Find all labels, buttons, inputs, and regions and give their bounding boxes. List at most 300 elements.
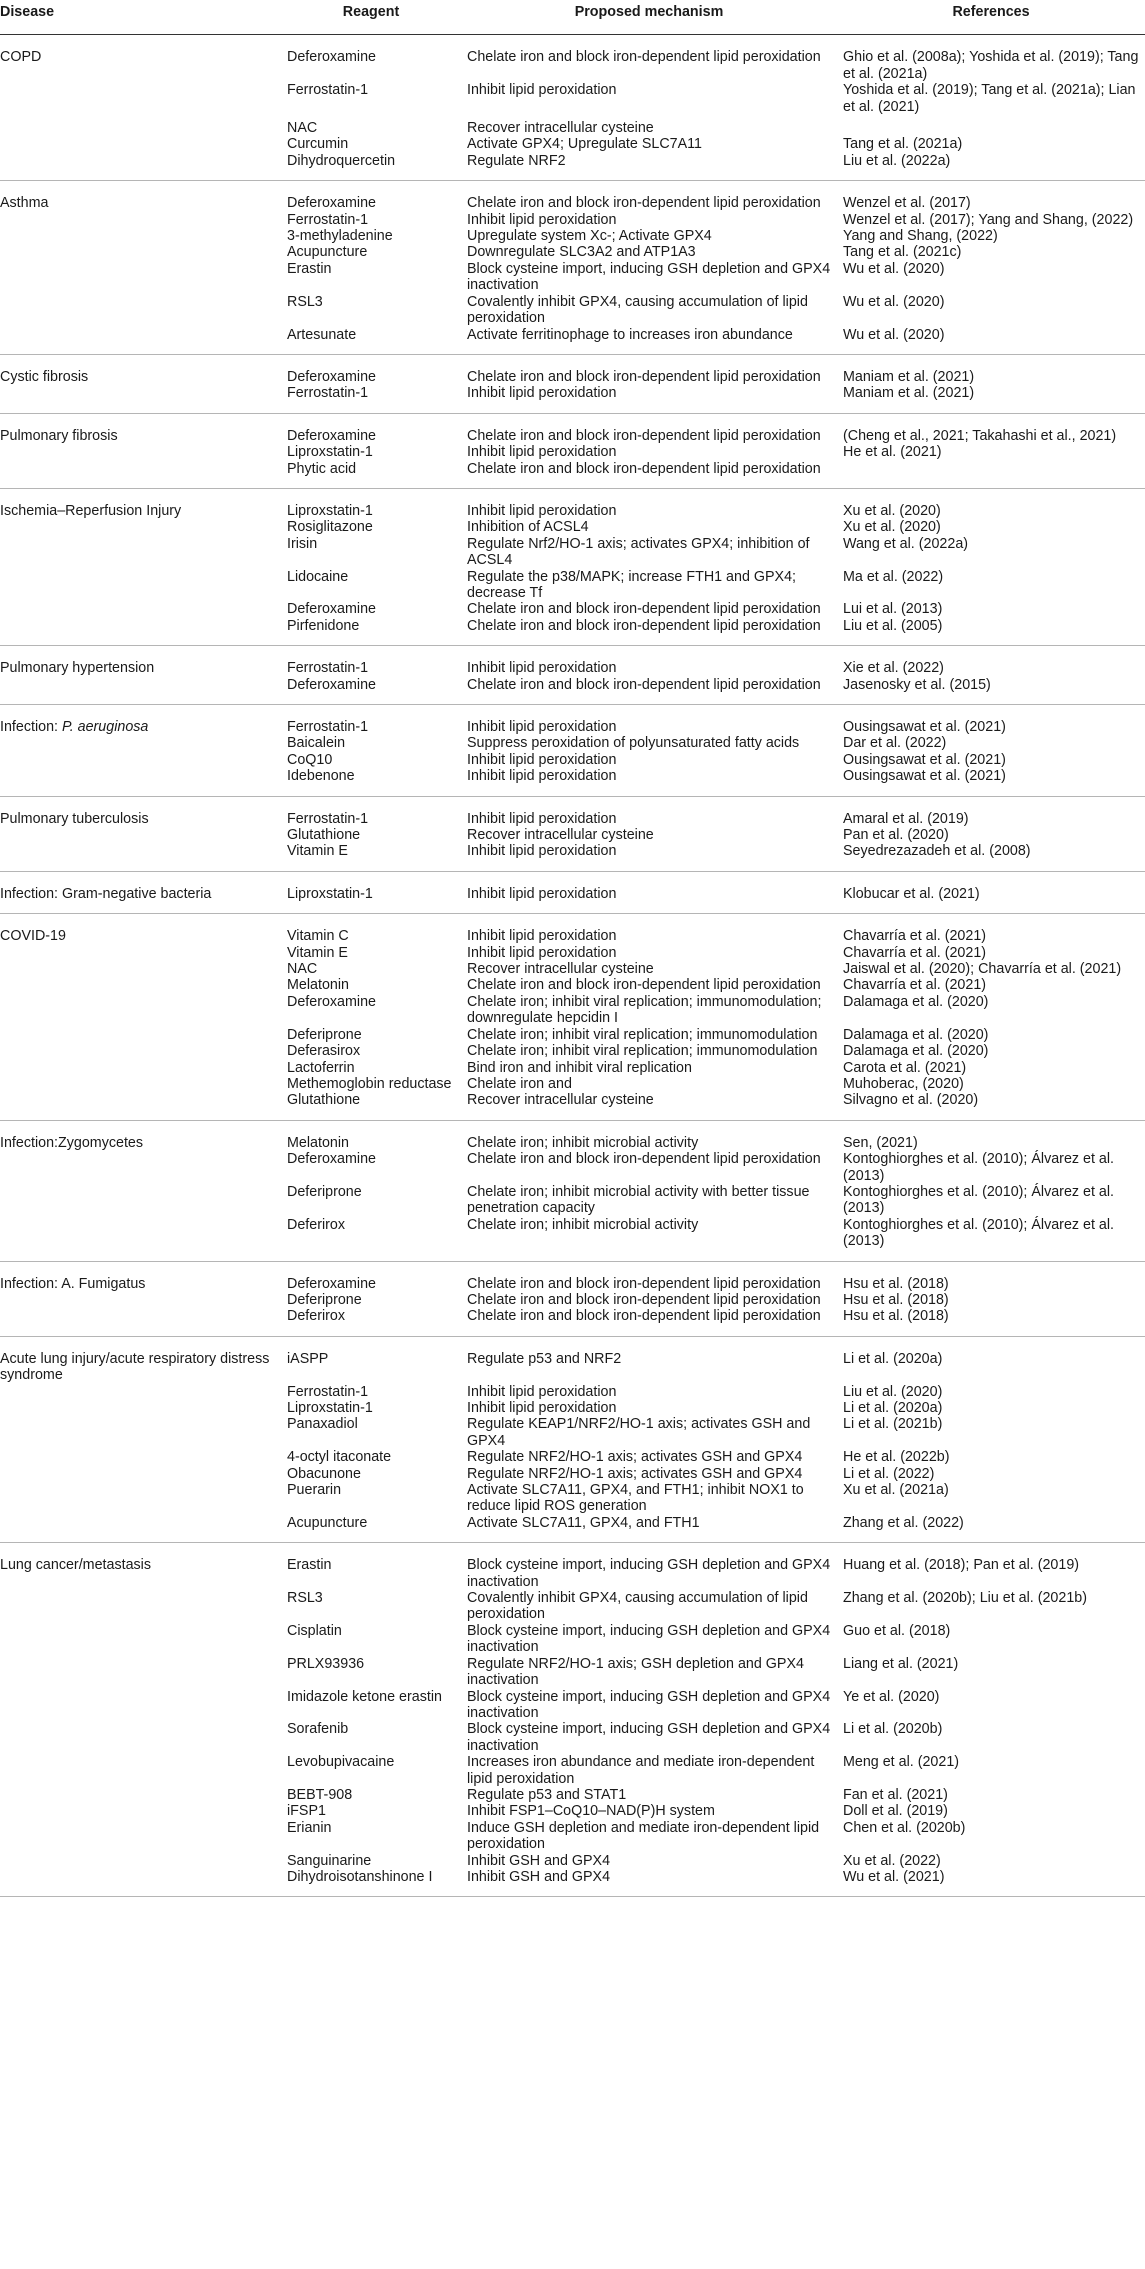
disease-cell bbox=[0, 261, 281, 294]
references-cell: Hsu et al. (2018) bbox=[837, 1308, 1145, 1336]
reagent-cell: Deferoxamine bbox=[287, 427, 376, 444]
disease-cell bbox=[0, 1787, 281, 1803]
disease-cell bbox=[0, 1416, 281, 1449]
mechanism-cell: Inhibition of ACSL4 bbox=[467, 519, 589, 536]
reagent-cell: Ferrostatin-1 bbox=[287, 660, 369, 677]
references-cell: Xu et al. (2021a) bbox=[843, 1482, 949, 1499]
reagent-cell: Deferiprone bbox=[287, 1183, 362, 1200]
mechanism-cell: Chelate iron; inhibit viral replication; immunomodulation bbox=[467, 1043, 818, 1060]
reagent-cell: Deferoxamine bbox=[287, 601, 376, 618]
disease-cell bbox=[0, 1261, 281, 1292]
references-cell: Dalamaga et al. (2020) bbox=[843, 1026, 989, 1043]
reagent-cell: Deferoxamine bbox=[281, 677, 461, 705]
mechanism-cell: Chelate iron and block iron-dependent lipid peroxidation bbox=[461, 677, 837, 705]
disease-cell bbox=[0, 768, 281, 796]
mechanism-cell: Chelate iron; inhibit microbial activity with better tissue penetration capacity bbox=[467, 1183, 810, 1217]
mechanism-cell: Upregulate system Xc-; Activate GPX4 bbox=[467, 228, 712, 245]
references-cell: Tang et al. (2021c) bbox=[843, 244, 962, 261]
reagent-cell: Artesunate bbox=[281, 327, 461, 355]
references-cell: Zhang et al. (2020b); Liu et al. (2021b) bbox=[843, 1590, 1087, 1607]
reagent-cell: Curcumin bbox=[287, 136, 349, 153]
reagent-cell: Glutathione bbox=[281, 1092, 461, 1120]
table-row bbox=[0, 536, 1145, 569]
table-row bbox=[0, 1336, 1145, 1383]
references-cell: Sen, (2021) bbox=[843, 1134, 918, 1151]
mechanism-cell: Activate SLC7A11, GPX4, and FTH1; inhibit NOX1 to reduce lipid ROS generation bbox=[467, 1482, 804, 1515]
disease-cell bbox=[0, 1400, 281, 1416]
reagent-cell: PRLX93936 bbox=[287, 1655, 365, 1672]
table-row bbox=[0, 1869, 1145, 1897]
reagent-cell: Deferoxamine bbox=[287, 368, 376, 385]
disease-cell bbox=[0, 1656, 281, 1689]
references-cell: Chavarría et al. (2021) bbox=[843, 928, 987, 945]
references-cell: Xu et al. (2022) bbox=[843, 1852, 941, 1869]
disease-cell bbox=[0, 1384, 281, 1400]
table-row bbox=[0, 413, 1145, 444]
references-cell: Meng et al. (2021) bbox=[843, 1754, 960, 1771]
disease-cell bbox=[0, 354, 281, 385]
references-cell: Ousingsawat et al. (2021) bbox=[843, 751, 1006, 768]
mechanism-cell: Chelate iron and block iron-dependent lipid peroxidation bbox=[461, 1308, 837, 1336]
mechanism-cell: Regulate the p38/MAPK; increase FTH1 and GPX4; decrease Tf bbox=[467, 568, 797, 601]
disease-cell bbox=[0, 1292, 281, 1308]
references-cell: Liu et al. (2005) bbox=[837, 618, 1145, 646]
reagent-cell: RSL3 bbox=[287, 293, 323, 310]
references-cell: Li et al. (2020a) bbox=[843, 1400, 943, 1416]
mechanism-cell: Inhibit FSP1–CoQ10–NAD(P)H system bbox=[467, 1803, 715, 1820]
references-cell: Yoshida et al. (2019); Tang et al. (2021a); Lian et al. (2021) bbox=[843, 82, 1136, 115]
mechanism-cell: Recover intracellular cysteine bbox=[467, 827, 654, 844]
reagent-cell: Pirfenidone bbox=[281, 618, 461, 646]
disease-cell bbox=[0, 618, 281, 646]
reagent-cell: Ferrostatin-1 bbox=[287, 719, 369, 735]
references-cell: Hsu et al. (2018) bbox=[843, 1275, 949, 1292]
references-cell: Klobucar et al. (2021) bbox=[837, 871, 1145, 913]
reagent-cell: Deferoxamine bbox=[287, 993, 376, 1010]
mechanism-cell: Chelate iron and block iron-dependent lipid peroxidation bbox=[467, 601, 821, 618]
disease-cell bbox=[0, 977, 281, 993]
disease-label: Acute lung injury/acute respiratory distress syndrome bbox=[0, 1350, 270, 1384]
mechanism-cell: Regulate KEAP1/NRF2/HO-1 axis; activates GSH and GPX4 bbox=[467, 1416, 811, 1449]
disease-cell bbox=[0, 914, 281, 945]
mechanism-cell: Inhibit lipid peroxidation bbox=[467, 502, 617, 519]
disease-label: COPD bbox=[0, 49, 42, 66]
disease-cell bbox=[0, 461, 281, 489]
table-row bbox=[0, 1656, 1145, 1689]
table-row bbox=[0, 1787, 1145, 1803]
disease-cell bbox=[0, 1820, 281, 1853]
header-disease: Disease bbox=[0, 0, 281, 35]
reagent-cell: Dihydroquercetin bbox=[281, 153, 461, 181]
header-reagent: Reagent bbox=[281, 0, 461, 35]
table-row bbox=[0, 705, 1145, 736]
reagent-cell: iASPP bbox=[287, 1350, 329, 1367]
disease-label: Ischemia–Reperfusion Injury bbox=[0, 502, 182, 519]
references-cell bbox=[837, 120, 1145, 136]
disease-cell bbox=[0, 1590, 281, 1623]
references-cell: Chavarría et al. (2021) bbox=[843, 977, 987, 994]
disease-cell bbox=[0, 752, 281, 768]
references-cell: Liu et al. (2022a) bbox=[837, 153, 1145, 181]
disease-label: Pulmonary hypertension bbox=[0, 660, 155, 677]
mechanism-cell: Inhibit lipid peroxidation bbox=[467, 751, 617, 768]
disease-cell bbox=[0, 385, 281, 413]
reagent-cell: Lidocaine bbox=[287, 568, 349, 585]
references-cell: Li et al. (2022) bbox=[843, 1465, 935, 1482]
references-cell: Guo et al. (2018) bbox=[843, 1622, 951, 1639]
disease-cell bbox=[0, 1076, 281, 1092]
table-row bbox=[0, 1482, 1145, 1515]
mechanism-cell: Inhibit lipid peroxidation bbox=[461, 768, 837, 796]
disease-cell bbox=[0, 181, 281, 212]
reagent-cell: Ferrostatin-1 bbox=[287, 82, 369, 99]
references-cell: Li et al. (2021b) bbox=[843, 1416, 943, 1433]
mechanism-cell: Block cysteine import, inducing GSH depletion and GPX4 inactivation bbox=[467, 1688, 831, 1721]
table-row bbox=[0, 1308, 1145, 1336]
table-row bbox=[0, 327, 1145, 355]
disease-cell bbox=[0, 228, 281, 244]
references-cell: Hsu et al. (2018) bbox=[843, 1291, 949, 1308]
disease-cell bbox=[0, 1043, 281, 1059]
disease-label: Infection: Gram-negative bacteria bbox=[0, 885, 212, 902]
disease-label: Pulmonary fibrosis bbox=[0, 427, 118, 444]
reagent-cell: Vitamin E bbox=[281, 843, 461, 871]
reagent-cell: Erastin bbox=[287, 260, 332, 277]
reagent-cell: NAC bbox=[287, 120, 318, 137]
mechanism-cell: Inhibit lipid peroxidation bbox=[461, 843, 837, 871]
references-cell: Ghio et al. (2008a); Yoshida et al. (2019); Tang et al. (2021a) bbox=[843, 49, 1139, 82]
table-row bbox=[0, 768, 1145, 796]
table-row bbox=[0, 677, 1145, 705]
table-body bbox=[0, 35, 1145, 1897]
mechanism-cell: Activate GPX4; Upregulate SLC7A11 bbox=[467, 136, 702, 153]
reagent-cell: Liproxstatin-1 bbox=[287, 502, 373, 519]
table-row bbox=[0, 444, 1145, 460]
reagent-cell: Sorafenib bbox=[287, 1721, 349, 1738]
references-cell: Dalamaga et al. (2020) bbox=[843, 1043, 989, 1060]
disease-cell bbox=[0, 646, 281, 677]
references-cell: Doll et al. (2019) bbox=[843, 1803, 948, 1820]
references-cell: Carota et al. (2021) bbox=[843, 1059, 967, 1076]
references-cell: Ma et al. (2022) bbox=[843, 568, 944, 585]
mechanism-cell: Chelate iron and block iron-dependent lipid peroxidation bbox=[461, 618, 837, 646]
reagent-cell: Puerarin bbox=[287, 1482, 342, 1499]
references-cell: Wu et al. (2020) bbox=[837, 327, 1145, 355]
mechanism-cell: Chelate iron and block iron-dependent lipid peroxidation bbox=[467, 427, 821, 444]
mechanism-cell: Induce GSH depletion and mediate iron-dependent lipid peroxidation bbox=[467, 1819, 820, 1853]
mechanism-cell: Inhibit lipid peroxidation bbox=[467, 944, 617, 961]
disease-cell bbox=[0, 519, 281, 535]
disease-label: Infection:Zygomycetes bbox=[0, 1134, 144, 1151]
references-cell: Amaral et al. (2019) bbox=[843, 810, 969, 827]
reagent-cell: Deferiprone bbox=[287, 1026, 362, 1043]
table-row bbox=[0, 1092, 1145, 1120]
mechanism-cell: Regulate Nrf2/HO-1 axis; activates GPX4; inhibition of ACSL4 bbox=[467, 535, 810, 569]
table-row bbox=[0, 244, 1145, 260]
disease-cell bbox=[0, 1120, 281, 1151]
disease-organism: P. aeruginosa bbox=[62, 719, 149, 735]
table-row bbox=[0, 461, 1145, 489]
references-cell: Ousingsawat et al. (2021) bbox=[837, 768, 1145, 796]
references-cell: Wang et al. (2022a) bbox=[843, 535, 969, 552]
reagent-cell: Dihydroisotanshinone I bbox=[281, 1869, 461, 1897]
table-row bbox=[0, 961, 1145, 977]
mechanism-cell: Chelate iron and block iron-dependent lipid peroxidation bbox=[467, 1275, 821, 1292]
reagent-cell: Cisplatin bbox=[287, 1622, 342, 1639]
mechanism-cell: Chelate iron and bbox=[467, 1075, 572, 1092]
references-cell: Wu et al. (2020) bbox=[843, 260, 945, 277]
references-cell: Ye et al. (2020) bbox=[843, 1688, 940, 1705]
references-cell: (Cheng et al., 2021; Takahashi et al., 2021) bbox=[843, 427, 1117, 444]
reagent-cell: Erastin bbox=[287, 1557, 332, 1574]
references-cell: Dar et al. (2022) bbox=[843, 735, 947, 752]
references-cell bbox=[837, 461, 1145, 489]
references-cell: Wenzel et al. (2017); Yang and Shang, (2022) bbox=[843, 211, 1134, 228]
reagent-cell: Ferrostatin-1 bbox=[281, 385, 461, 413]
disease-cell bbox=[0, 212, 281, 228]
table-row bbox=[0, 35, 1145, 82]
disease-label: Asthma bbox=[0, 195, 49, 212]
mechanism-cell: Chelate iron and block iron-dependent lipid peroxidation bbox=[461, 461, 837, 489]
reagent-cell: Vitamin C bbox=[287, 928, 349, 945]
reagent-cell: CoQ10 bbox=[287, 751, 333, 768]
reagent-cell: Ferrostatin-1 bbox=[287, 810, 369, 827]
mechanism-cell: Inhibit GSH and GPX4 bbox=[467, 1852, 611, 1869]
header-mechanism: Proposed mechanism bbox=[461, 0, 837, 35]
table-row bbox=[0, 294, 1145, 327]
mechanism-cell: Increases iron abundance and mediate iron-dependent lipid peroxidation bbox=[467, 1754, 815, 1787]
mechanism-cell: Downregulate SLC3A2 and ATP1A3 bbox=[467, 244, 696, 261]
mechanism-cell: Inhibit lipid peroxidation bbox=[461, 871, 837, 913]
reagent-cell: Deferiprone bbox=[287, 1291, 362, 1308]
disease-cell bbox=[0, 444, 281, 460]
disease-cell bbox=[0, 1060, 281, 1076]
disease-cell bbox=[0, 1754, 281, 1787]
disease-cell bbox=[0, 244, 281, 260]
reagent-cell: Deferoxamine bbox=[287, 195, 376, 212]
references-cell: Wu et al. (2020) bbox=[843, 293, 945, 310]
references-cell: Yang and Shang, (2022) bbox=[843, 228, 998, 245]
references-cell: Huang et al. (2018); Pan et al. (2019) bbox=[843, 1557, 1080, 1574]
table-row bbox=[0, 1754, 1145, 1787]
references-cell: Dalamaga et al. (2020) bbox=[843, 993, 989, 1010]
reagent-cell: Deferasirox bbox=[287, 1043, 361, 1060]
reagent-cell: Obacunone bbox=[287, 1465, 361, 1482]
mechanism-cell: Regulate p53 and NRF2 bbox=[467, 1350, 622, 1367]
reagent-cell: 4-octyl itaconate bbox=[287, 1449, 392, 1466]
table-row bbox=[0, 1120, 1145, 1151]
disease-cell bbox=[0, 796, 281, 827]
reagent-cell: Phytic acid bbox=[281, 461, 461, 489]
table-row bbox=[0, 1449, 1145, 1465]
table-row bbox=[0, 82, 1145, 120]
mechanism-cell: Regulate NRF2 bbox=[461, 153, 837, 181]
disease-cell bbox=[0, 601, 281, 617]
reagent-cell: Panaxadiol bbox=[287, 1416, 358, 1433]
reagent-cell: Liproxstatin-1 bbox=[287, 1400, 373, 1416]
table-row bbox=[0, 1853, 1145, 1869]
reagent-cell: Lactoferrin bbox=[287, 1059, 355, 1076]
disease-cell bbox=[0, 994, 281, 1027]
reagent-cell: Acupuncture bbox=[287, 244, 368, 261]
reagent-cell: Glutathione bbox=[287, 827, 361, 844]
references-cell: Chen et al. (2020b) bbox=[843, 1819, 966, 1836]
table-row bbox=[0, 871, 1145, 913]
references-cell: Wenzel et al. (2017) bbox=[843, 195, 971, 212]
disease-cell bbox=[0, 136, 281, 152]
disease-label: Infection: bbox=[0, 719, 62, 735]
mechanism-cell: Chelate iron and block iron-dependent lipid peroxidation bbox=[467, 195, 821, 212]
disease-label: Pulmonary tuberculosis bbox=[0, 810, 149, 827]
reagent-cell: Acupuncture bbox=[281, 1515, 461, 1543]
table-row bbox=[0, 601, 1145, 617]
mechanism-cell: Chelate iron and block iron-dependent lipid peroxidation bbox=[467, 1291, 821, 1308]
mechanism-cell: Inhibit lipid peroxidation bbox=[467, 82, 617, 99]
reagent-cell: Melatonin bbox=[287, 1134, 349, 1151]
mechanism-cell: Inhibit lipid peroxidation bbox=[467, 211, 617, 228]
table-row bbox=[0, 1151, 1145, 1184]
disease-cell bbox=[0, 35, 281, 82]
disease-cell bbox=[0, 1466, 281, 1482]
disease-cell bbox=[0, 1515, 281, 1543]
table-row bbox=[0, 228, 1145, 244]
reagent-cell: iFSP1 bbox=[287, 1803, 326, 1820]
reagent-cell: RSL3 bbox=[287, 1590, 323, 1607]
references-cell: Xu et al. (2020) bbox=[843, 519, 941, 536]
reagent-cell: Liproxstatin-1 bbox=[281, 871, 461, 913]
references-cell: Xu et al. (2020) bbox=[843, 502, 941, 519]
reagent-cell: Rosiglitazone bbox=[287, 519, 373, 536]
mechanism-cell: Block cysteine import, inducing GSH depletion and GPX4 inactivation bbox=[467, 260, 831, 294]
table-row bbox=[0, 618, 1145, 646]
references-cell: Jasenosky et al. (2015) bbox=[837, 677, 1145, 705]
mechanism-cell: Chelate iron and block iron-dependent lipid peroxidation bbox=[467, 49, 821, 66]
table-row bbox=[0, 1721, 1145, 1754]
table-row bbox=[0, 1027, 1145, 1043]
references-cell: Chavarría et al. (2021) bbox=[843, 944, 987, 961]
disease-cell bbox=[0, 1869, 281, 1897]
mechanism-cell: Inhibit lipid peroxidation bbox=[467, 660, 617, 677]
mechanism-cell: Covalently inhibit GPX4, causing accumulation of lipid peroxidation bbox=[467, 293, 808, 327]
disease-cell bbox=[0, 536, 281, 569]
table-row bbox=[0, 120, 1145, 136]
reagent-cell: Deferoxamine bbox=[287, 1151, 376, 1168]
disease-cell bbox=[0, 569, 281, 602]
disease-cell bbox=[0, 735, 281, 751]
table-row bbox=[0, 752, 1145, 768]
table-row bbox=[0, 1623, 1145, 1656]
disease-cell bbox=[0, 843, 281, 871]
mechanism-cell: Inhibit GSH and GPX4 bbox=[461, 1869, 837, 1897]
reagent-cell: Deferoxamine bbox=[287, 49, 376, 66]
mechanism-cell: Suppress peroxidation of polyunsaturated fatty acids bbox=[467, 735, 800, 752]
disease-cell bbox=[0, 1151, 281, 1184]
mechanism-cell: Activate ferritinophage to increases iron abundance bbox=[461, 327, 837, 355]
table-row bbox=[0, 1060, 1145, 1076]
mechanism-cell: Inhibit lipid peroxidation bbox=[467, 810, 617, 827]
references-cell: Kontoghiorghes et al. (2010); Álvarez et al. (2013) bbox=[843, 1151, 1115, 1184]
mechanism-cell: Inhibit lipid peroxidation bbox=[467, 1400, 617, 1416]
table-row bbox=[0, 1416, 1145, 1449]
disease-cell bbox=[0, 327, 281, 355]
reagent-cell: Deferirox bbox=[281, 1308, 461, 1336]
disease-cell bbox=[0, 961, 281, 977]
references-cell: Silvagno et al. (2020) bbox=[837, 1092, 1145, 1120]
reagent-cell: NAC bbox=[287, 961, 318, 978]
mechanism-cell: Inhibit lipid peroxidation bbox=[467, 928, 617, 945]
disease-cell bbox=[0, 1092, 281, 1120]
table-row bbox=[0, 735, 1145, 751]
header-references: References bbox=[837, 0, 1145, 35]
table-row bbox=[0, 153, 1145, 181]
references-cell: Zhang et al. (2022) bbox=[837, 1515, 1145, 1543]
disease-label: COVID-19 bbox=[0, 928, 66, 945]
mechanism-cell: Inhibit lipid peroxidation bbox=[461, 385, 837, 413]
disease-cell bbox=[0, 1543, 281, 1590]
disease-cell bbox=[0, 1184, 281, 1217]
references-cell: Tang et al. (2021a) bbox=[843, 136, 963, 153]
reagent-cell: Erianin bbox=[287, 1819, 332, 1836]
references-cell: Li et al. (2020b) bbox=[843, 1721, 943, 1738]
mechanism-cell: Inhibit lipid peroxidation bbox=[467, 1383, 617, 1400]
disease-cell bbox=[0, 1482, 281, 1515]
disease-cell bbox=[0, 1308, 281, 1336]
reagent-cell: BEBT-908 bbox=[287, 1786, 353, 1803]
disease-cell bbox=[0, 1803, 281, 1819]
table-row bbox=[0, 796, 1145, 827]
mechanism-cell: Covalently inhibit GPX4, causing accumulation of lipid peroxidation bbox=[467, 1590, 808, 1623]
disease-cell bbox=[0, 1449, 281, 1465]
table-row bbox=[0, 977, 1145, 993]
references-cell: He et al. (2021) bbox=[843, 444, 942, 461]
references-cell: He et al. (2022b) bbox=[843, 1449, 950, 1466]
references-cell: Xie et al. (2022) bbox=[843, 660, 944, 677]
mechanism-cell: Recover intracellular cysteine bbox=[467, 961, 654, 978]
table-row bbox=[0, 646, 1145, 677]
reagent-cell: Imidazole ketone erastin bbox=[287, 1688, 442, 1705]
references-cell: Kontoghiorghes et al. (2010); Álvarez et al. (2013) bbox=[837, 1217, 1145, 1261]
references-cell: Jaiswal et al. (2020); Chavarría et al. (2021) bbox=[843, 961, 1122, 978]
table-row bbox=[0, 1076, 1145, 1092]
table-row bbox=[0, 1400, 1145, 1416]
disease-label: Lung cancer/metastasis bbox=[0, 1557, 151, 1574]
reagent-cell: 3-methyladenine bbox=[287, 228, 393, 245]
reagent-cell: Methemoglobin reductase bbox=[287, 1075, 452, 1092]
table-row bbox=[0, 1217, 1145, 1261]
mechanism-cell: Chelate iron; inhibit microbial activity bbox=[467, 1134, 699, 1151]
table-row bbox=[0, 1466, 1145, 1482]
references-cell: Muhoberac, (2020) bbox=[843, 1075, 964, 1092]
table-row bbox=[0, 994, 1145, 1027]
mechanism-cell: Block cysteine import, inducing GSH depletion and GPX4 inactivation bbox=[467, 1721, 831, 1754]
mechanism-cell: Inhibit lipid peroxidation bbox=[467, 719, 617, 735]
table-row bbox=[0, 1689, 1145, 1722]
reagent-cell: Melatonin bbox=[287, 977, 349, 994]
reagent-cell: Deferirox bbox=[281, 1217, 461, 1261]
reagent-cell: Irisin bbox=[287, 535, 318, 552]
reagent-cell: Sanguinarine bbox=[287, 1852, 372, 1869]
disease-cell bbox=[0, 945, 281, 961]
table-row bbox=[0, 1184, 1145, 1217]
mechanism-cell: Regulate NRF2/HO-1 axis; activates GSH and GPX4 bbox=[467, 1449, 803, 1466]
disease-cell bbox=[0, 294, 281, 327]
mechanism-cell: Block cysteine import, inducing GSH depletion and GPX4 inactivation bbox=[467, 1557, 831, 1590]
mechanism-cell: Chelate iron and block iron-dependent lipid peroxidation bbox=[467, 977, 821, 994]
disease-cell bbox=[0, 871, 281, 913]
references-cell: Li et al. (2020a) bbox=[843, 1350, 943, 1367]
references-cell: Maniam et al. (2021) bbox=[837, 385, 1145, 413]
table-row bbox=[0, 212, 1145, 228]
